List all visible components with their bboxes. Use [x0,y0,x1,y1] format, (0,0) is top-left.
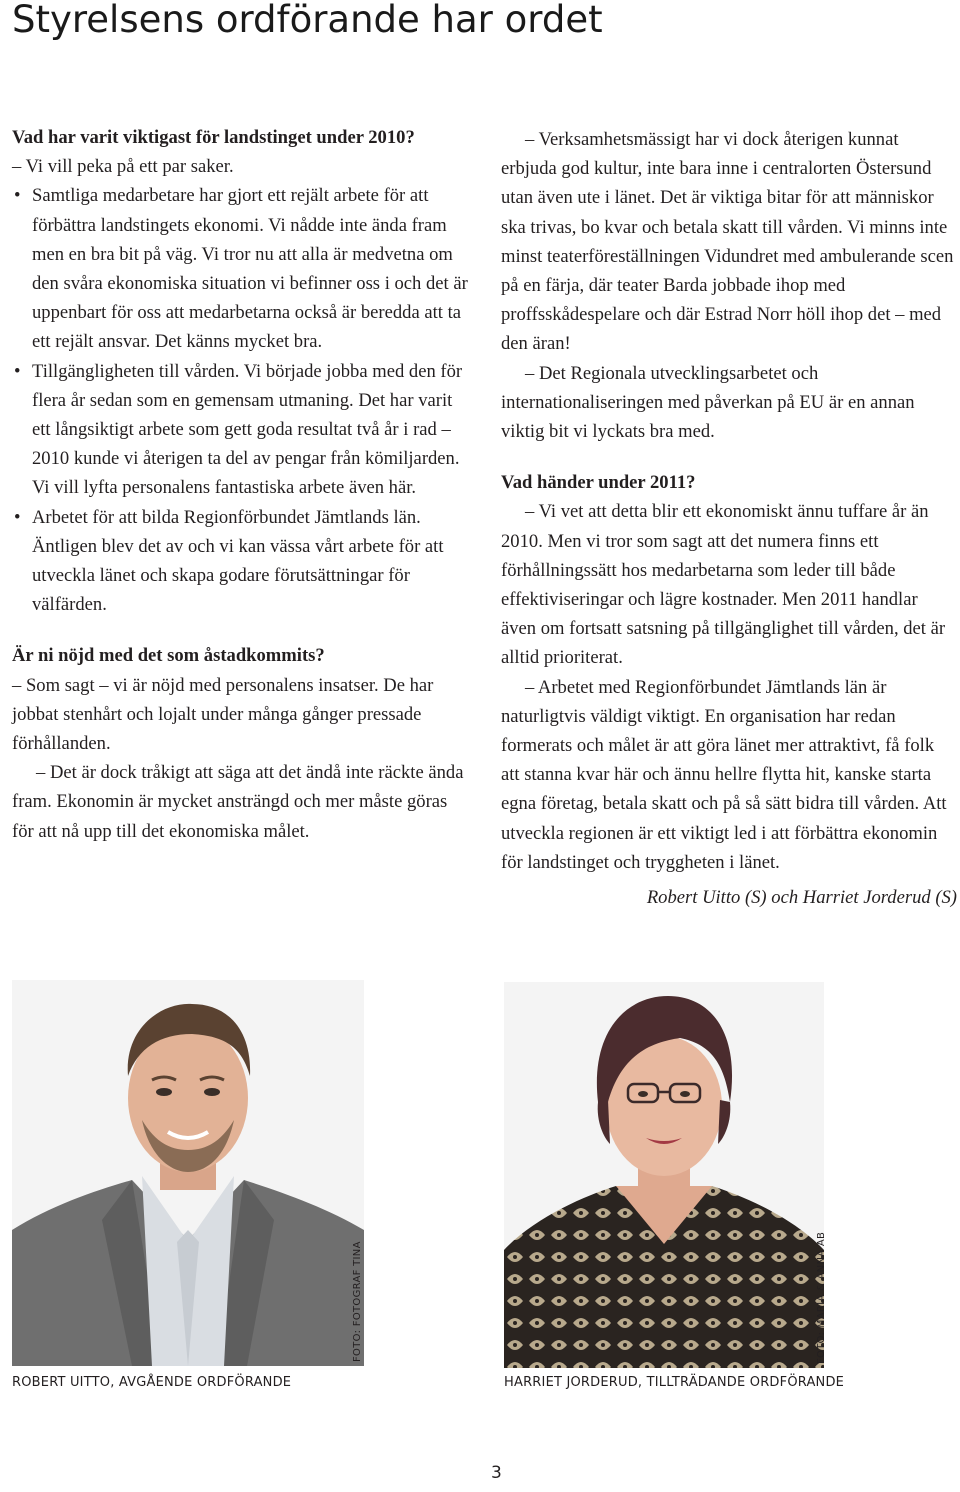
photo-caption: ROBERT UITTO, AVGÅENDE ORDFÖRANDE [12,1375,292,1390]
bullet-item: • Tillgängligheten till vården. Vi började jobba med den för flera år sedan som en gemensam utmaning. Det har varit ett långsiktigt arbete som gett goda resultat två år i rad – 2010 kunde vi återigen ta del av pengar från kömiljarden. Vi vill lyfta personalens fantastiska arbete även här. [12,357,472,503]
answer-paragraph: – Vi vet att detta blir ett ekonomiskt ännu tuffare år än 2010. Men vi tror som sagt att det numera finns ett förhållningssätt hos medarbetarna som leder till både effektiviseringar och lägre kostnader. Men 2011 handlar även om fortsatt satsning på tillgänglighet till vården, det är alltid prioriterat. [501,501,946,669]
bullet-list [12,181,472,619]
left-column [12,123,472,846]
answer-paragraph: – Det är dock tråkigt att säga att det ändå inte räckte ända fram. Ekonomin är mycket ansträngd och mer måste göras för att nå upp till det ekonomiska målet. [12,762,464,842]
answer-paragraph: – Vi vill peka på ett par saker. [12,156,234,178]
answer-paragraph: – Som sagt – vi är nöjd med personalens insatser. De har jobbat stenhårt och lojalt under många gånger pressade förhållanden. [12,674,434,755]
page-title: Styrelsens ordförande har ordet [12,0,603,41]
photo-credit: FOTO: FOTOGRAF TINA [352,1241,363,1362]
portrait-photo-harriet-jorderud [504,982,824,1368]
question-heading: Vad händer under 2011? [501,472,696,494]
right-column [501,125,957,912]
signature: Robert Uitto (S) och Harriet Jorderud (S) [646,887,957,909]
bullet-item: • Arbetet för att bilda Regionförbundet Jämtlands län. Äntligen blev det av och vi kan vässa vårt arbete för att utveckla länet och skapa godare förutsättningar för välfärden. [12,503,472,620]
portrait-photo-robert-uitto [12,980,364,1366]
question-heading: Vad har varit viktigast för landstinget under 2010? [12,127,415,148]
page-number: 3 [491,1463,502,1483]
question-heading: Är ni nöjd med det som åstadkommits? [12,645,325,667]
answer-paragraph: – Arbetet med Regionförbundet Jämtlands län är naturligtvis väldigt viktigt. En organisation har redan formerats och målet är att göra länet mer attraktivt, få folk att stanna kvar här och ännu hellre flytta hit, kanske starta egna företag, betala skatt och på så sätt bidra till vården. Att utveckla regionen är ett viktigt led i att förbättra ekonomin för landstinget och tryggheten i länet. [501,676,947,873]
answer-paragraph: – Verksamhetsmässigt har vi dock återigen kunnat erbjuda god kultur, inte bara inne i centralorten Östersund utan även ute i länet. Det är viktiga bitar för att människor ska trivas, bo kvar och betala skatt till vården. Vi minns inte minst teaterföreställningen Vidundret med ambulerande scen på en färja, där teater Barda jobbade ihop med proffsskådespelare och där Estrad Norr höll ihop det – med den äran! [501,129,954,355]
portrait-illustration [12,980,364,1366]
photo-caption: HARRIET JORDERUD, TILLTRÄDANDE ORDFÖRANDE [504,1375,845,1390]
photo-credit: FOTO: MARIA & ANNA AB [816,1231,827,1364]
answer-paragraph: – Det Regionala utvecklingsarbetet och internationaliseringen med påverkan på EU är en annan viktig bit vi lyckats bra med. [501,362,915,443]
portrait-illustration [504,982,824,1368]
bullet-item: • Samtliga medarbetare har gjort ett rejält arbete för att förbättra landstingets ekonomi. Vi nådde inte ända fram men en bra bit på väg. Vi tror nu att alla är medvetna om den svåra ekonomiska situation vi befinner oss i och det är uppenbart för oss att medarbetarna också är beredda att ta ett rejält ansvar. Det känns mycket bra. [12,181,472,356]
